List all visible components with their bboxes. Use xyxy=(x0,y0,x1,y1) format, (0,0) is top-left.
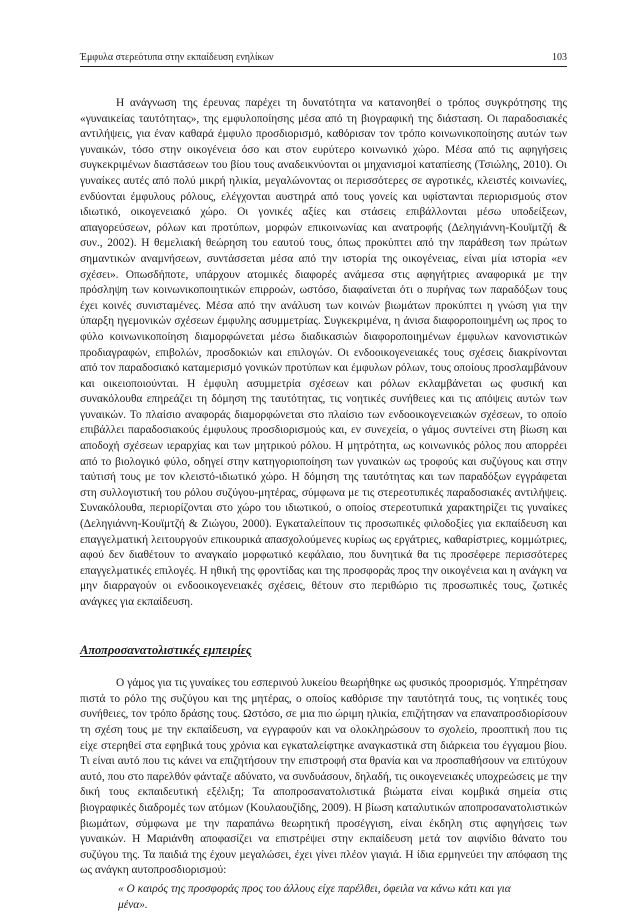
header-rule xyxy=(80,66,567,67)
paragraph: Η ανάγνωση της έρευνας παρέχει τη δυνατότητα να κατανοηθεί ο τρόπος συγκρότησης της «γυναικείας ταυτότητας», της εμφυλοποίησης μέσα από τη βιογραφική της διάσταση. Οι παραδοσιακές αντιλήψεις, για έναν καθαρά έμφυλο προσδιορισμό, καθόρισαν τον τρόπο κοινωνικοποίησης αυτών των γυναικών, τόσο στην οικογένεια όσο και στον ευρύτερο κοινωνικό χώρο. Μέσα από τις αφηγήσεις συγκεκριμένων διαστάσεων του βίου τους αναδεικνύονται οι μηχανισμοί καταπίεσης (Τσιώλης, 2010). Οι γυναίκες αυτές από πολύ μικρή ηλικία, μεγαλώνοντας οι περισσότερες σε αγροτικές, κλειστές κοινωνίες, ενδύονται έμφυλους ρόλους, ελέγχονται αυστηρά από τους γονείς και υφίστανται περιορισμούς στον ιδιωτικό, οικογενειακό χώρο. Οι γονικές αξίες και στάσεις επιβάλλονται μέσω υποδείξεων, απαγορεύσεων, ρόλων και προτύπων, μορφών επικοινωνίας και ανατροφής (Δεληγιάννη-Κουϊμτζή & συν., 2002). Η θεμελιακή θεώρηση του εαυτού τους, όπως προκύπτει από την παράθεση των πρώτων σημαντικών αναμνήσεων, συντάσσεται μέσα από την ιστορία της οικογένειας, είναι μία ιστορία «εν σχέσει». Οπωσδήποτε, υπάρχουν ατομικές διαφορές ανάμεσα στις αφηγήτριες αναφορικά με την πρόσληψη των κοινωνικοποιητικών επιρροών, ωστόσο, διαφαίνεται ότι ο πυρήνας των παραδόξων τους έχει κοινές συνισταμένες. Μέσα από την ανάλυση των κοινών βιωμάτων προκύπτει η γνώση για την ύπαρξη ηγεμονικών σχέσεων έμφυλης ασυμμετρίας. Συγκεκριμένα, η άνισα διαφοροποιημένη ως προς το φύλο κοινωνικοποίηση διαμορφώνεται μέσω διαδικασιών διαφοροποιημένων έμφυλων κανονιστικών προδιαγραφών, επιβολών, προσδοκιών και επιλογών. Οι ενδοοικογενειακές τους σχέσεις διακρίνονται από τον παραδοσιακό καταμερισμό γονικών προτύπων και έμφυλων ρόλων, τους οποίους προσλαμβάνουν και οικειοποιούνται. Η έμφυλη ασυμμετρία σχέσεων και ρόλων εκλαμβάνεται ως φυσική και συνακόλουθα επηρεάζει τη δόμηση της ταυτότητας, τις νοητικές συνήθειες και τις απόψεις αυτών των γυναικών. Το πλαίσιο αναφοράς διαμορφώνεται στο πλαίσιο των ενδοοικογενειακών σχέσεων, το οποίο επιβάλλει παραδοσιακούς έμφυλους προσδιορισμούς και, εν συνεχεία, ο γάμος συντείνει στη βίωση και αποδοχή σχέσεων ιεραρχίας και των μητρικού ρόλου. Η μητρότητα, ως κοινωνικός ρόλος που απορρέει από το βιολογικό φύλο, οδηγεί στην κατηγοριοποίηση των γυναικών ως τροφούς και συζύγους και στην ταύτισή τους με τον κλειστό-ιδιωτικό χώρο. Η δόμηση της ταυτότητας και των παραδόξων εγγράφεται στη συλλογιστική του ρόλου συζύγου-μητέρας, σύμφωνα με τις στερεοτυπικές παραδοσιακές αντιλήψεις. Συνακόλουθα, περιορίζονται στο χώρο του ιδιωτικού, ο οποίος στερεοτυπικά χαρακτηρίζει τις γυναίκες (Δεληγιάννη-Κουϊμτζή & Ζιώγου, 2000). Εγκαταλείπουν τις προσωπικές φιλοδοξίες για εκπαίδευση και επαγγελματική λειτουργούν επικουρικά απασχολούμενες κυρίως ως εργάτριες, καθαρίστριες, κομμώτριες, αφού δεν διαθέτουν το αναγκαίο μορφωτικό κεφάλαιο, που δυνητικά θα τις προσέφερε περισσότερες επαγγελματικές επιλογές. Η ηθική της φροντίδας και της προσφοράς προς την οικογένεια και η ανάγκη να μην διαρραγούν οι ενδοοικογενειακές σχέσεις, θέτουν στο περιθώριο τις προσωπικές τους, ζωτικές ανάγκες για εκπαίδευση. xyxy=(80,97,567,608)
running-header xyxy=(80,52,567,66)
section-heading: Αποπροσανατολιστικές εμπειρίες xyxy=(80,642,252,657)
running-title: Έμφυλα στερεότυπα στην εκπαίδευση ενηλίκων xyxy=(80,52,274,63)
page-number: 103 xyxy=(552,52,567,63)
body-text xyxy=(80,96,567,913)
paragraph: Ο γάμος για τις γυναίκες του εσπερινού λυκείου θεωρήθηκε ως φυσικός προορισμός. Υπηρέτησαν πιστά το ρόλο της συζύγου και της μητέρας, ο οποίος καθόρισε την ταυτότητά τους, τις νοητικές τους συνήθειες, τον τρόπο δράσης τους. Ωστόσο, σε μια πιο ώριμη ηλικία, επιζήτησαν να επαναπροσδιορίσουν τη σχέση τους με την εκπαίδευση, να εγγραφούν και να ολοκληρώσουν το σχολείο, προοπτική που τις είχε στερηθεί στα εφηβικά τους χρόνια και εγκαταλείφτηκε αναγκαστικά στη διάρκεια του έγγαμου βίου. Τι είναι αυτό που τις κάνει να επιζητήσουν την επιστροφή στα θρανία και να προσπαθήσουν να επιτύχουν αυτό, που στο παρελθόν φάνταζε αδύνατο, να συνδυάσουν, δηλαδή, τις οικογενειακές υποχρεώσεις με την δική τους εκπαιδευτική εξέλιξη; Τα αποπροσανατολιστικά βιώματα είναι κομβικά σημεία στις βιογραφικές διαδρομές των ατόμων (Κουλαουζίδης, 2009). Η βίωση καταλυτικών αποπροσανατολιστικών βιωμάτων, σύμφωνα με την παραπάνω θεωρητική προσέγγιση, είναι έκδηλη στις αφηγήσεις των γυναικών. Η Μαριάνθη αποφασίζει να επιστρέψει στην εκπαίδευση μετά τον αιφνίδιο θάνατο του συζύγου της. Τα παιδιά της έχουν μεγαλώσει, έχει γίνει πλέον γιαγιά. Η ίδια ερμηνεύει την απόφαση της ως ανάγκη αυτοπροσδιορισμού: xyxy=(80,677,567,877)
block-quote: « Ο καιρός της προσφοράς προς του άλλους είχε παρέλθει, όφειλα να κάνω κάτι και για μένα». xyxy=(118,882,511,911)
